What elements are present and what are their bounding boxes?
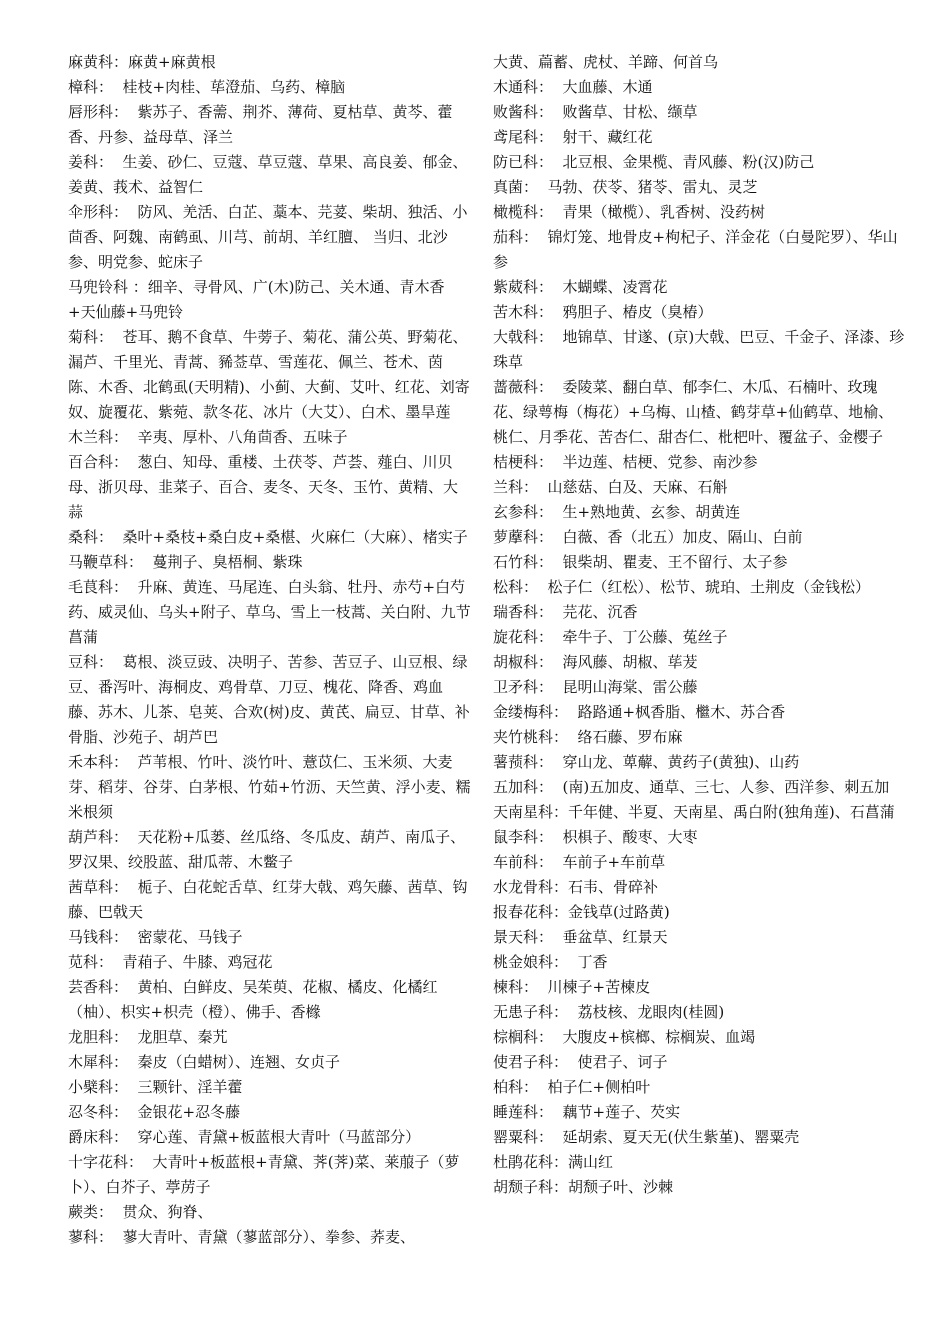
family-name: 败酱科： bbox=[493, 103, 554, 121]
family-name: 瑞香科： bbox=[493, 603, 554, 621]
plant-list: 满山红 bbox=[568, 1153, 614, 1171]
plant-family-entry bbox=[493, 850, 905, 875]
family-name: 禾本科： bbox=[68, 753, 129, 771]
plant-list: 金银花+忍冬藤 bbox=[128, 1103, 241, 1121]
plant-list: 半边莲、桔梗、党参、南沙参 bbox=[553, 453, 758, 471]
plant-list: 桑叶+桑枝+桑白皮+桑椹、火麻仁（大麻）、楮实子 bbox=[113, 528, 468, 546]
plant-list: 大青叶+板蓝根+青黛、荠(荠)菜、莱菔子（萝卜）、白芥子、葶苈子 bbox=[68, 1153, 460, 1196]
plant-family-entry bbox=[493, 500, 905, 525]
plant-family-entry bbox=[68, 1125, 472, 1150]
plant-list: 使君子、诃子 bbox=[568, 1053, 668, 1071]
plant-list: (南)五加皮、通草、三七、人参、西洋参、刺五加 bbox=[553, 778, 890, 796]
plant-list: 秦皮（白蜡树）、连翘、女贞子 bbox=[128, 1053, 341, 1071]
plant-family-entry bbox=[68, 575, 472, 650]
plant-list: 桂枝+肉桂、荜澄茄、乌药、樟脑 bbox=[113, 78, 346, 96]
family-name: 天南星科： bbox=[493, 803, 569, 821]
plant-list: 麻黄+麻黄根 bbox=[128, 53, 216, 71]
plant-list: 北豆根、金果榄、青风藤、粉(汉)防己 bbox=[553, 153, 815, 171]
plant-family-entry bbox=[493, 1125, 905, 1150]
family-name: 马钱科： bbox=[68, 928, 129, 946]
plant-list: 芦苇根、竹叶、淡竹叶、薏苡仁、玉米须、大麦芽、稻芽、谷芽、白茅根、竹茹+竹沥、天竺黄、浮小麦、糯米根须 bbox=[68, 753, 471, 821]
family-name: 报春花科： bbox=[493, 903, 569, 921]
family-name: 桃金娘科： bbox=[493, 953, 569, 971]
plant-family-entry bbox=[68, 425, 472, 450]
plant-family-entry bbox=[493, 800, 905, 825]
plant-family-entry bbox=[68, 650, 472, 750]
plant-family-entry bbox=[493, 625, 905, 650]
family-name: 蓼科： bbox=[68, 1228, 114, 1246]
plant-family-entry bbox=[68, 875, 472, 925]
plant-family-entry bbox=[493, 1175, 905, 1200]
family-name: 茄科： bbox=[493, 228, 539, 246]
plant-list: 山慈菇、白及、天麻、石斛 bbox=[538, 478, 728, 496]
plant-list: 牵牛子、丁公藤、菟丝子 bbox=[553, 628, 728, 646]
plant-family-entry bbox=[493, 875, 905, 900]
family-name: 百合科： bbox=[68, 453, 129, 471]
family-name: 防已科： bbox=[493, 153, 554, 171]
family-name: 蔷薇科： bbox=[493, 378, 554, 396]
plant-family-entry bbox=[493, 1100, 905, 1125]
plant-list: 地锦草、甘遂、(京)大戟、巴豆、千金子、泽漆、珍珠草 bbox=[493, 328, 905, 371]
plant-list: 天花粉+瓜蒌、丝瓜络、冬瓜皮、葫芦、南瓜子、罗汉果、绞股蓝、甜瓜蒂、木鳖子 bbox=[68, 828, 466, 871]
family-name: 鼠李科： bbox=[493, 828, 554, 846]
plant-family-entry bbox=[68, 325, 472, 425]
family-name: 木犀科： bbox=[68, 1053, 129, 1071]
family-name: 石竹科： bbox=[493, 553, 554, 571]
family-name: 松科： bbox=[493, 578, 539, 596]
family-name: 爵床科： bbox=[68, 1128, 129, 1146]
plant-family-entry bbox=[493, 300, 905, 325]
plant-list: 射干、藏红花 bbox=[553, 128, 653, 146]
family-name: 大戟科： bbox=[493, 328, 554, 346]
plant-family-entry bbox=[493, 325, 905, 375]
plant-list: 石韦、骨碎补 bbox=[568, 878, 659, 896]
family-name: 车前科： bbox=[493, 853, 554, 871]
plant-family-entry bbox=[493, 675, 905, 700]
plant-family-entry bbox=[68, 75, 472, 100]
plant-family-entry bbox=[493, 575, 905, 600]
family-name: 无患子科： bbox=[493, 1003, 569, 1021]
family-name: 胡颓子科： bbox=[493, 1178, 569, 1196]
plant-list: 败酱草、甘松、缬草 bbox=[553, 103, 698, 121]
plant-family-entry bbox=[493, 775, 905, 800]
plant-list: 木蝴蝶、凌霄花 bbox=[553, 278, 668, 296]
plant-family-entry bbox=[493, 1075, 905, 1100]
plant-family-entry bbox=[68, 150, 472, 200]
plant-family-entry bbox=[68, 100, 472, 150]
plant-family-entry bbox=[493, 600, 905, 625]
plant-family-entry bbox=[68, 50, 472, 75]
family-name: 紫葳科： bbox=[493, 278, 554, 296]
family-name: 苦木科： bbox=[493, 303, 554, 321]
family-name: 旋花科： bbox=[493, 628, 554, 646]
family-name: 杜鹃花科： bbox=[493, 1153, 569, 1171]
plant-family-entry bbox=[493, 750, 905, 775]
family-name: 鸢尾科： bbox=[493, 128, 554, 146]
plant-list: 延胡索、夏天无(伏生紫堇)、罂粟壳 bbox=[553, 1128, 800, 1146]
plant-family-entry bbox=[493, 1025, 905, 1050]
plant-list: 葛根、淡豆豉、决明子、苦参、苦豆子、山豆根、绿豆、番泻叶、海桐皮、鸡骨草、刀豆、槐花、降香、鸡血藤、苏木、儿茶、皂荚、合欢(树)皮、黄芪、扁豆、甘草、补骨脂、沙苑子、胡芦巴 bbox=[68, 653, 470, 746]
family-name: 茜草科： bbox=[68, 878, 129, 896]
family-name: 玄参科： bbox=[493, 503, 554, 521]
plant-list: 昆明山海棠、雷公藤 bbox=[553, 678, 698, 696]
plant-list: 白薇、香（北五）加皮、隔山、白前 bbox=[553, 528, 803, 546]
family-name: 金缕梅科： bbox=[493, 703, 569, 721]
family-name: 五加科： bbox=[493, 778, 554, 796]
family-name: 樟科： bbox=[68, 78, 114, 96]
plant-list: 委陵菜、翻白草、郁李仁、木瓜、石楠叶、玫瑰花、绿萼梅（梅花）+乌梅、山楂、鹤芽草+仙鹤草、地榆、桃仁、月季花、苦杏仁、甜杏仁、枇杷叶、覆盆子、金樱子 bbox=[493, 378, 894, 446]
plant-family-entry bbox=[493, 925, 905, 950]
plant-list: 升麻、黄连、马尾连、白头翁、牡丹、赤芍+白芍药、威灵仙、乌头+附子、草乌、雪上一枝蒿、关白附、九节菖蒲 bbox=[68, 578, 471, 646]
plant-list: 穿心莲、青黛+板蓝根大青叶（马蓝部分） bbox=[128, 1128, 421, 1146]
plant-list: 大黄、萹蓄、虎杖、羊蹄、何首乌 bbox=[493, 53, 719, 71]
plant-family-entry bbox=[68, 750, 472, 825]
family-name: 桔梗科： bbox=[493, 453, 554, 471]
family-name: 景天科： bbox=[493, 928, 554, 946]
plant-list: 紫苏子、香薷、荆芥、薄荷、夏枯草、黄芩、藿香、丹参、益母草、泽兰 bbox=[68, 103, 453, 146]
family-name: 真菌： bbox=[493, 178, 539, 196]
plant-list: 丁香 bbox=[568, 953, 608, 971]
family-name: 罂粟科： bbox=[493, 1128, 554, 1146]
right-column bbox=[493, 50, 905, 1200]
plant-list: 锦灯笼、地骨皮+枸杞子、洋金花（白曼陀罗）、华山参 bbox=[493, 228, 898, 271]
plant-family-entry bbox=[493, 900, 905, 925]
plant-family-entry bbox=[493, 725, 905, 750]
family-name: 毛茛科： bbox=[68, 578, 129, 596]
plant-family-entry bbox=[493, 225, 905, 275]
plant-family-entry bbox=[68, 825, 472, 875]
plant-list: 胡颓子叶、沙棘 bbox=[568, 1178, 674, 1196]
family-name: 忍冬科： bbox=[68, 1103, 129, 1121]
plant-family-entry bbox=[493, 975, 905, 1000]
plant-list: 穿山龙、萆薢、黄药子(黄独)、山药 bbox=[553, 753, 800, 771]
plant-list: 鸦胆子、椿皮（臭椿） bbox=[553, 303, 713, 321]
plant-list: 生+熟地黄、玄参、胡黄连 bbox=[553, 503, 741, 521]
plant-list: 马勃、茯苓、猪苓、雷丸、灵芝 bbox=[538, 178, 758, 196]
plant-family-entry bbox=[493, 475, 905, 500]
family-name: 胡椒科： bbox=[493, 653, 554, 671]
plant-family-entry bbox=[493, 100, 905, 125]
family-name: 楝科： bbox=[493, 978, 539, 996]
family-name: 芸香科： bbox=[68, 978, 129, 996]
family-name: 蕨类： bbox=[68, 1203, 114, 1221]
plant-family-entry bbox=[493, 1050, 905, 1075]
plant-family-entry bbox=[493, 200, 905, 225]
family-name: 睡莲科： bbox=[493, 1103, 554, 1121]
plant-family-entry bbox=[493, 525, 905, 550]
plant-list: 黄柏、白鲜皮、吴茱萸、花椒、橘皮、化橘红（柚）、枳实+枳壳（橙）、佛手、香橼 bbox=[68, 978, 438, 1021]
family-name: 葫芦科： bbox=[68, 828, 129, 846]
family-name: 苋科： bbox=[68, 953, 114, 971]
family-name: 伞形科： bbox=[68, 203, 129, 221]
plant-family-entry bbox=[493, 1000, 905, 1025]
plant-family-entry bbox=[493, 700, 905, 725]
family-name: 柏科： bbox=[493, 1078, 539, 1096]
plant-family-entry bbox=[493, 75, 905, 100]
family-name: 马兜铃科 ： bbox=[68, 278, 148, 296]
plant-family-entry bbox=[68, 550, 472, 575]
plant-family-entry bbox=[68, 1075, 472, 1100]
plant-list: 蔓荆子、臭梧桐、紫珠 bbox=[143, 553, 303, 571]
plant-family-entry bbox=[68, 1225, 472, 1250]
plant-family-entry bbox=[493, 950, 905, 975]
plant-list: 蓼大青叶、青黛（蓼蓝部分）、拳参、荞麦、 bbox=[113, 1228, 416, 1246]
plant-family-entry bbox=[68, 975, 472, 1025]
family-name: 薯蓣科： bbox=[493, 753, 554, 771]
plant-family-entry bbox=[68, 1200, 472, 1225]
plant-list: 细辛、寻骨风、广(木)防己、关木通、青木香+天仙藤+马兜铃 bbox=[68, 278, 445, 321]
family-name: 桑科： bbox=[68, 528, 114, 546]
family-name: 姜科： bbox=[68, 153, 114, 171]
plant-list: 垂盆草、红景天 bbox=[553, 928, 668, 946]
plant-list: 龙胆草、秦艽 bbox=[128, 1028, 228, 1046]
plant-family-entry bbox=[68, 1100, 472, 1125]
plant-list: 松子仁（红松）、松节、琥珀、土荆皮（金钱松） bbox=[538, 578, 871, 596]
plant-list: 枳椇子、酸枣、大枣 bbox=[553, 828, 698, 846]
family-name: 棕榈科： bbox=[493, 1028, 554, 1046]
plant-family-entry bbox=[68, 925, 472, 950]
plant-list: 银柴胡、瞿麦、王不留行、太子参 bbox=[553, 553, 788, 571]
family-name: 夹竹桃科： bbox=[493, 728, 569, 746]
plant-list: 千年健、半夏、天南星、禹白附(独角莲)、石菖蒲 bbox=[568, 803, 895, 821]
plant-list: 络石藤、罗布麻 bbox=[568, 728, 683, 746]
family-name: 豆科： bbox=[68, 653, 114, 671]
plant-list: 柏子仁+侧柏叶 bbox=[538, 1078, 651, 1096]
plant-list: 青葙子、牛膝、鸡冠花 bbox=[113, 953, 273, 971]
plant-family-entry bbox=[68, 200, 472, 275]
family-name: 小檗科： bbox=[68, 1078, 129, 1096]
plant-family-entry bbox=[68, 275, 472, 325]
plant-list: 密蒙花、马钱子 bbox=[128, 928, 243, 946]
plant-family-entry bbox=[493, 825, 905, 850]
plant-list: 海风藤、胡椒、荜茇 bbox=[553, 653, 698, 671]
plant-list: 藕节+莲子、芡实 bbox=[553, 1103, 681, 1121]
plant-list: 生姜、砂仁、豆蔻、草豆蔻、草果、高良姜、郁金、姜黄、莪术、益智仁 bbox=[68, 153, 468, 196]
plant-family-entry bbox=[493, 275, 905, 300]
plant-family-entry bbox=[493, 375, 905, 450]
plant-family-entry bbox=[68, 950, 472, 975]
family-name: 麻黄科： bbox=[68, 53, 129, 71]
plant-list: 芫花、沉香 bbox=[553, 603, 638, 621]
plant-family-entry bbox=[493, 650, 905, 675]
family-name: 木通科： bbox=[493, 78, 554, 96]
plant-family-entry bbox=[493, 450, 905, 475]
family-name: 水龙骨科： bbox=[493, 878, 569, 896]
left-column bbox=[68, 50, 472, 1250]
family-name: 马鞭草科： bbox=[68, 553, 144, 571]
plant-family-entry bbox=[493, 50, 905, 75]
plant-list: 车前子+车前草 bbox=[553, 853, 666, 871]
plant-family-entry bbox=[68, 1025, 472, 1050]
family-name: 菊科： bbox=[68, 328, 114, 346]
plant-family-entry bbox=[493, 1150, 905, 1175]
family-name: 十字花科： bbox=[68, 1153, 144, 1171]
plant-family-entry bbox=[68, 1150, 472, 1200]
plant-list: 防风、羌活、白芷、藁本、芫荽、柴胡、独活、小茴香、阿魏、南鹤虱、川芎、前胡、羊红膻、 当归、北沙参、明党参、蛇床子 bbox=[68, 203, 468, 271]
plant-list: 大血藤、木通 bbox=[553, 78, 653, 96]
plant-list: 贯众、狗脊、 bbox=[113, 1203, 213, 1221]
plant-list: 大腹皮+槟榔、棕榈炭、血竭 bbox=[553, 1028, 756, 1046]
plant-family-entry bbox=[493, 150, 905, 175]
plant-family-entry bbox=[68, 1050, 472, 1075]
plant-family-entry bbox=[493, 550, 905, 575]
family-name: 萝藦科： bbox=[493, 528, 554, 546]
family-name: 使君子科： bbox=[493, 1053, 569, 1071]
family-name: 橄榄科： bbox=[493, 203, 554, 221]
family-name: 木兰科： bbox=[68, 428, 129, 446]
plant-list: 辛夷、厚朴、八角茴香、五味子 bbox=[128, 428, 348, 446]
plant-list: 路路通+枫香脂、檵木、苏合香 bbox=[568, 703, 786, 721]
plant-family-entry bbox=[493, 175, 905, 200]
plant-list: 荔枝核、龙眼肉(桂圆) bbox=[568, 1003, 725, 1021]
plant-list: 川楝子+苦楝皮 bbox=[538, 978, 651, 996]
plant-list: 金钱草(过路黄) bbox=[568, 903, 670, 921]
plant-list: 三颗针、淫羊藿 bbox=[128, 1078, 243, 1096]
plant-list: 苍耳、鹅不食草、牛蒡子、菊花、蒲公英、野菊花、漏芦、千里光、青蒿、豨莶草、雪莲花、佩兰、苍术、茵陈、木香、北鹤虱(天明精)、小蓟、大蓟、艾叶、红花、刘寄奴、旋覆花、紫菀、款冬花、冰片（大艾）、白术、墨旱莲 bbox=[68, 328, 470, 421]
plant-family-entry bbox=[68, 525, 472, 550]
family-name: 龙胆科： bbox=[68, 1028, 129, 1046]
family-name: 兰科： bbox=[493, 478, 539, 496]
plant-family-entry bbox=[68, 450, 472, 525]
plant-family-entry bbox=[493, 125, 905, 150]
family-name: 唇形科： bbox=[68, 103, 129, 121]
plant-list: 栀子、白花蛇舌草、红芽大戟、鸡矢藤、茜草、钩藤、巴戟天 bbox=[68, 878, 468, 921]
plant-list: 青果（橄榄）、乳香树、没药树 bbox=[553, 203, 766, 221]
plant-list: 葱白、知母、重楼、土茯苓、芦荟、薤白、川贝母、浙贝母、韭菜子、百合、麦冬、天冬、玉竹、黄精、大蒜 bbox=[68, 453, 459, 521]
family-name: 卫矛科： bbox=[493, 678, 554, 696]
